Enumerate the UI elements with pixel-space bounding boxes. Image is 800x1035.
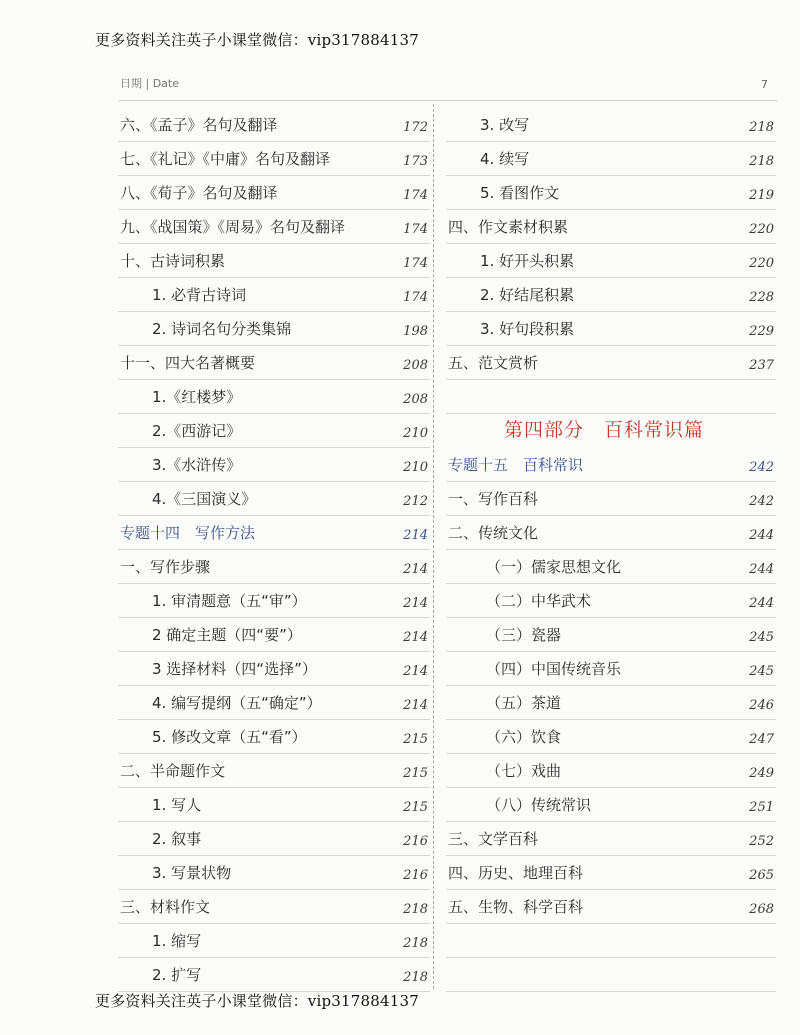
toc-entry-title: （六）饮食 [486, 728, 562, 746]
toc-entry [118, 346, 430, 380]
toc-entry-page: 249 [749, 766, 774, 781]
toc-entry [446, 482, 776, 516]
header-rule [118, 100, 778, 101]
toc-entry-page: 172 [403, 120, 428, 135]
toc-entry-title: 2. 叙事 [152, 830, 202, 848]
toc-entry-title: 六、《孟子》名句及翻译 [120, 116, 278, 134]
toc-entry-page: 215 [403, 732, 428, 747]
toc-entry [446, 176, 776, 210]
toc-entry-title: （四）中国传统音乐 [486, 660, 622, 678]
toc-entry [446, 788, 776, 822]
toc-entry-title: 1. 必背古诗词 [152, 286, 247, 304]
toc-entry-page: 215 [403, 800, 428, 815]
watermark-bottom: 更多资料关注英子小课堂微信：vip317884137 [95, 992, 419, 1010]
toc-entry-page: 252 [749, 834, 774, 849]
toc-entry [118, 278, 430, 312]
toc-entry [446, 550, 776, 584]
toc-entry-title: 2. 好结尾积累 [480, 286, 575, 304]
toc-entry [446, 142, 776, 176]
toc-entry [118, 142, 430, 176]
toc-entry-title: （七）戏曲 [486, 762, 562, 780]
toc-entry [118, 754, 430, 788]
toc-entry [446, 210, 776, 244]
toc-entry [118, 958, 430, 992]
toc-entry-title: 一、写作步骤 [120, 558, 211, 576]
toc-entry-title: 4. 编写提纲（五“确定”） [152, 694, 322, 712]
toc-entry-topic [446, 448, 776, 482]
toc-entry-page: 210 [403, 426, 428, 441]
toc-entry-page: 174 [403, 222, 428, 237]
toc-entry-title: （五）茶道 [486, 694, 562, 712]
toc-entry-page: 208 [403, 358, 428, 373]
toc-entry-title: 九、《战国策》《周易》名句及翻译 [120, 218, 346, 236]
toc-entry-page: 246 [749, 698, 774, 713]
toc-entry [446, 822, 776, 856]
part-heading [446, 414, 776, 448]
toc-entry-page: 219 [749, 188, 774, 203]
toc-entry [446, 890, 776, 924]
toc-entry-page: 244 [749, 562, 774, 577]
toc-entry [446, 618, 776, 652]
toc-entry [118, 788, 430, 822]
toc-entry-page: 229 [749, 324, 774, 339]
toc-entry-title: 五、生物、科学百科 [448, 898, 584, 916]
toc-entry-page: 242 [749, 460, 774, 475]
toc-entry [118, 210, 430, 244]
toc-entry-title: 4.《三国演义》 [152, 490, 257, 508]
toc-entry [446, 584, 776, 618]
toc-entry [118, 890, 430, 924]
toc-entry [446, 686, 776, 720]
toc-entry-title: 2. 诗词名句分类集锦 [152, 320, 292, 338]
toc-entry-page: 220 [749, 256, 774, 271]
toc-entry [118, 686, 430, 720]
toc-entry [118, 482, 430, 516]
toc-entry-title: 3. 好句段积累 [480, 320, 575, 338]
toc-entry-page: 215 [403, 766, 428, 781]
toc-entry-title: 3. 写景状物 [152, 864, 232, 882]
toc-entry-title: 七、《礼记》《中庸》名句及翻译 [120, 150, 331, 168]
toc-entry-title: 3.《水浒传》 [152, 456, 242, 474]
toc-entry-title: 3 选择材料（四“选择”） [152, 660, 317, 678]
toc-entry-page: 208 [403, 392, 428, 407]
toc-entry-page: 218 [403, 970, 428, 985]
toc-entry-page: 214 [403, 596, 428, 611]
toc-entry-title: （八）传统常识 [486, 796, 592, 814]
toc-entry [446, 652, 776, 686]
toc-entry-page: 214 [403, 630, 428, 645]
toc-entry [446, 516, 776, 550]
toc-entry-page: 214 [403, 528, 428, 543]
toc-entry-title: 五、范文赏析 [448, 354, 539, 372]
toc-entry-page: 244 [749, 528, 774, 543]
page-number: 7 [761, 78, 768, 91]
blank-line [446, 924, 776, 958]
toc-entry [118, 550, 430, 584]
toc-entry-page: 214 [403, 562, 428, 577]
toc-entry [118, 312, 430, 346]
toc-entry-title: （二）中华武术 [486, 592, 592, 610]
toc-entry [118, 176, 430, 210]
toc-entry-title: 1.《红楼梦》 [152, 388, 242, 406]
toc-entry-page: 245 [749, 664, 774, 679]
toc-entry [118, 244, 430, 278]
toc-entry-title: 2. 扩写 [152, 966, 202, 984]
toc-entry-title: 一、写作百科 [448, 490, 539, 508]
toc-entry-page: 212 [403, 494, 428, 509]
toc-entry-title: 四、作文素材积累 [448, 218, 569, 236]
toc-entry [446, 346, 776, 380]
toc-entry-page: 218 [749, 120, 774, 135]
toc-entry-title: 4. 续写 [480, 150, 530, 168]
toc-entry-page: 210 [403, 460, 428, 475]
toc-entry [118, 652, 430, 686]
toc-entry [118, 414, 430, 448]
toc-entry-title: 2.《西游记》 [152, 422, 242, 440]
toc-entry [118, 618, 430, 652]
toc-entry-title: 1. 审清题意（五“审”） [152, 592, 307, 610]
toc-entry-page: 218 [403, 936, 428, 951]
toc-entry-title: 1. 缩写 [152, 932, 202, 950]
toc-entry-title: 5. 看图作文 [480, 184, 560, 202]
toc-entry-page: 245 [749, 630, 774, 645]
toc-entry-page: 218 [403, 902, 428, 917]
toc-entry-page: 247 [749, 732, 774, 747]
toc-entry [118, 448, 430, 482]
part-heading-title: 第四部分 百科常识篇 [504, 419, 705, 441]
toc-entry [446, 278, 776, 312]
toc-entry-title: 二、传统文化 [448, 524, 539, 542]
toc-entry-title: 十一、四大名著概要 [120, 354, 256, 372]
toc-entry-page: 198 [403, 324, 428, 339]
toc-entry [446, 720, 776, 754]
toc-entry [118, 584, 430, 618]
toc-entry [118, 856, 430, 890]
toc-entry-page: 216 [403, 834, 428, 849]
toc-entry-page: 216 [403, 868, 428, 883]
toc-entry [446, 312, 776, 346]
toc-entry [446, 244, 776, 278]
toc-entry [118, 380, 430, 414]
toc-right-column [446, 108, 776, 992]
toc-entry [118, 924, 430, 958]
toc-entry-page: 218 [749, 154, 774, 169]
toc-entry-title: 1. 写人 [152, 796, 202, 814]
toc-entry-title: （三）瓷器 [486, 626, 562, 644]
toc-entry-page: 173 [403, 154, 428, 169]
toc-entry-title: 3. 改写 [480, 116, 530, 134]
toc-entry-title: 四、历史、地理百科 [448, 864, 584, 882]
toc-entry [118, 822, 430, 856]
toc-entry-topic [118, 516, 430, 550]
toc-entry-title: 二、半命题作文 [120, 762, 226, 780]
toc-entry-page: 220 [749, 222, 774, 237]
toc-entry-page: 174 [403, 290, 428, 305]
toc-entry-page: 237 [749, 358, 774, 373]
toc-entry-page: 268 [749, 902, 774, 917]
toc-entry [118, 720, 430, 754]
toc-entry-title: 2 确定主题（四“要”） [152, 626, 302, 644]
toc-entry [446, 856, 776, 890]
toc-entry-page: 265 [749, 868, 774, 883]
toc-entry-page: 242 [749, 494, 774, 509]
blank-line [446, 380, 776, 414]
blank-line [446, 958, 776, 992]
toc-entry-page: 228 [749, 290, 774, 305]
toc-entry-title: 专题十四 写作方法 [120, 524, 256, 542]
toc-entry [118, 108, 430, 142]
column-divider [433, 104, 434, 989]
toc-entry-title: 八、《荀子》名句及翻译 [120, 184, 278, 202]
toc-entry-title: 十、古诗词积累 [120, 252, 226, 270]
toc-entry-title: （一）儒家思想文化 [486, 558, 622, 576]
toc-entry-page: 251 [749, 800, 774, 815]
toc-entry-title: 专题十五 百科常识 [448, 456, 584, 474]
toc-entry [446, 108, 776, 142]
date-label: 日期 | Date [120, 77, 179, 90]
toc-left-column [118, 108, 430, 992]
toc-entry-page: 244 [749, 596, 774, 611]
toc-entry [446, 754, 776, 788]
toc-entry-page: 174 [403, 188, 428, 203]
toc-entry-title: 三、材料作文 [120, 898, 211, 916]
toc-entry-page: 214 [403, 698, 428, 713]
toc-entry-title: 1. 好开头积累 [480, 252, 575, 270]
toc-entry-page: 174 [403, 256, 428, 271]
toc-entry-title: 5. 修改文章（五“看”） [152, 728, 307, 746]
toc-entry-page: 214 [403, 664, 428, 679]
watermark-top: 更多资料关注英子小课堂微信：vip317884137 [95, 31, 419, 49]
toc-entry-title: 三、文学百科 [448, 830, 539, 848]
